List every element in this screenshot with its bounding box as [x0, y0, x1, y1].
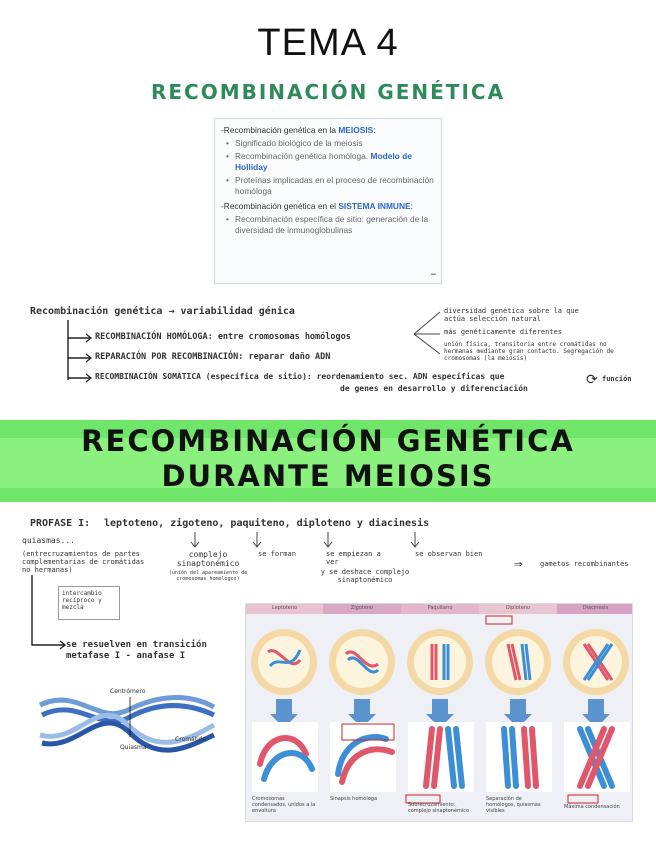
slide-bullet: • Proteínas implicadas en el proceso de recombinación homóloga [221, 175, 435, 197]
stage-header-2: Zigoteno [350, 605, 374, 611]
cycle-icon: ⟳ [586, 372, 598, 388]
banner-line-1: RECOMBINACIÓN GENÉTICA [81, 424, 575, 458]
complejo-note: (unión del apareamiento de cromosomas homólogos) [168, 570, 248, 582]
resuelven-text: se resuelven en transición metafase I - anafase I [66, 640, 207, 661]
slide-line-meiosis [221, 125, 435, 136]
se-observan: se observan bien [415, 550, 483, 558]
profase-stages: leptoteno, zigoteno, paquiteno, diploteno y diacinesis [104, 518, 430, 529]
stage-caption-4: Separación de homólogos, quiasmas visibles [486, 796, 541, 814]
slide-line-meiosis-suffix: : [373, 125, 376, 135]
intercambio-text: intercambio recíproco y mezcla [62, 590, 102, 611]
stage-caption-5: Máxima condensación [564, 804, 620, 810]
stage-header-3: Paquiteno [427, 605, 453, 611]
se-forman: se forman [258, 550, 296, 558]
banner-title [0, 424, 656, 494]
notes-right-3: unión física, transitoria entre cromátidas no hermanas mediante gran contacto. Segregación de cromosomas (la meiosis) [444, 341, 614, 362]
stage-caption-3: Sobrecruzamiento: complejo sinaptonémico [408, 802, 470, 814]
meiosis-stages-figure [245, 603, 633, 822]
nuclei [251, 629, 629, 695]
notes-bracket [60, 318, 100, 388]
se-deshace: y se deshace complejo sinaptonémico [320, 568, 410, 584]
page-subtitle: RECOMBINACIÓN GENÉTICA [150, 80, 506, 104]
notes-item-somatica [95, 372, 504, 381]
intercambio-box [58, 586, 120, 620]
slide-meiosis-list [221, 138, 435, 197]
notes-item-somatica-desc: reordenamiento sec. ADN específicas que [316, 372, 505, 381]
implies-arrow-icon: ⇒ [514, 556, 523, 572]
slide-inmune-list [221, 214, 435, 236]
notes-right-2: más genéticamente diferentes [444, 328, 563, 336]
profase-arrows [150, 530, 450, 552]
slide-line-meiosis-prefix: -Recombinación genética en la [221, 125, 339, 135]
slide-line-inmune [221, 201, 435, 212]
stage-caption-1: Cromosomas condensados, unidos a la envoltura [252, 796, 316, 814]
stage-caption-2: Sinapsis homóloga [330, 796, 378, 802]
se-empiezan: se empiezan a ver [326, 550, 381, 566]
gametos-label: gametos recombinantes [540, 560, 629, 568]
slide-bullet: • Recombinación específica de sitio: generación de la diversidad de inmunoglobulinas [221, 214, 435, 236]
notes-item-reparacion: REPARACIÓN POR RECOMBINACIÓN: reparar daño ADN [95, 352, 331, 362]
notes-main-line: Recombinación genética → variabilidad génica [30, 306, 295, 317]
slide-line-inmune-prefix: -Recombinación genética en el [221, 201, 339, 211]
slide-inmune-highlight: SISTEMA INMUNE [338, 201, 411, 211]
stage-header-4: Diploteno [505, 605, 531, 611]
notes-right-brace [412, 306, 444, 360]
stage-header-5: Diacinesis [582, 605, 609, 611]
slide-bullet: • Significado biológico de la meiosis [221, 138, 435, 149]
slide-meiosis-highlight: MEIOSIS [338, 125, 374, 135]
slide-bullet-text: Recombinación genética homóloga. [235, 151, 371, 161]
notes-right-1: diversidad genética sobre la que actúa selección natural [444, 307, 579, 323]
outline-slide [214, 118, 442, 284]
notes-funcion: función [602, 375, 632, 383]
page-title: TEMA 4 [257, 22, 399, 64]
diagram-label-quiasma: Quiasma [120, 744, 147, 751]
slide-page-mark: ▬ [431, 271, 436, 277]
holliday-highlight: Modelo de Holliday [235, 151, 412, 172]
slide-bullet [221, 151, 435, 173]
meiosis-figure-graphic [246, 604, 633, 822]
diagram-label-cromatida: Cromátida [175, 736, 207, 743]
quiasmas-label: quiasmas... [22, 536, 75, 545]
notes-item-somatica-cont: de genes en desarrollo y diferenciación [340, 384, 528, 393]
complejo-label: complejo sinaptonémico [176, 550, 240, 568]
quiasmas-note: (entrecruzamientos de partes complementarias de cromátidas no hermanas) [22, 550, 145, 574]
notes-item-homologa: RECOMBINACIÓN HOMÓLOGA: entre cromosomas homólogos [95, 332, 351, 342]
slide-line-inmune-suffix: : [410, 201, 413, 211]
diagram-label-centromero: Centrómero [110, 688, 146, 695]
profase-label: PROFASE I: [30, 518, 91, 529]
stage-header-1: Leptoteno [271, 605, 298, 611]
notes-item-somatica-label: RECOMBINACIÓN SOMÁTICA (específica de sitio): [95, 372, 317, 381]
banner-line-2: DURANTE MEIOSIS [161, 459, 495, 493]
